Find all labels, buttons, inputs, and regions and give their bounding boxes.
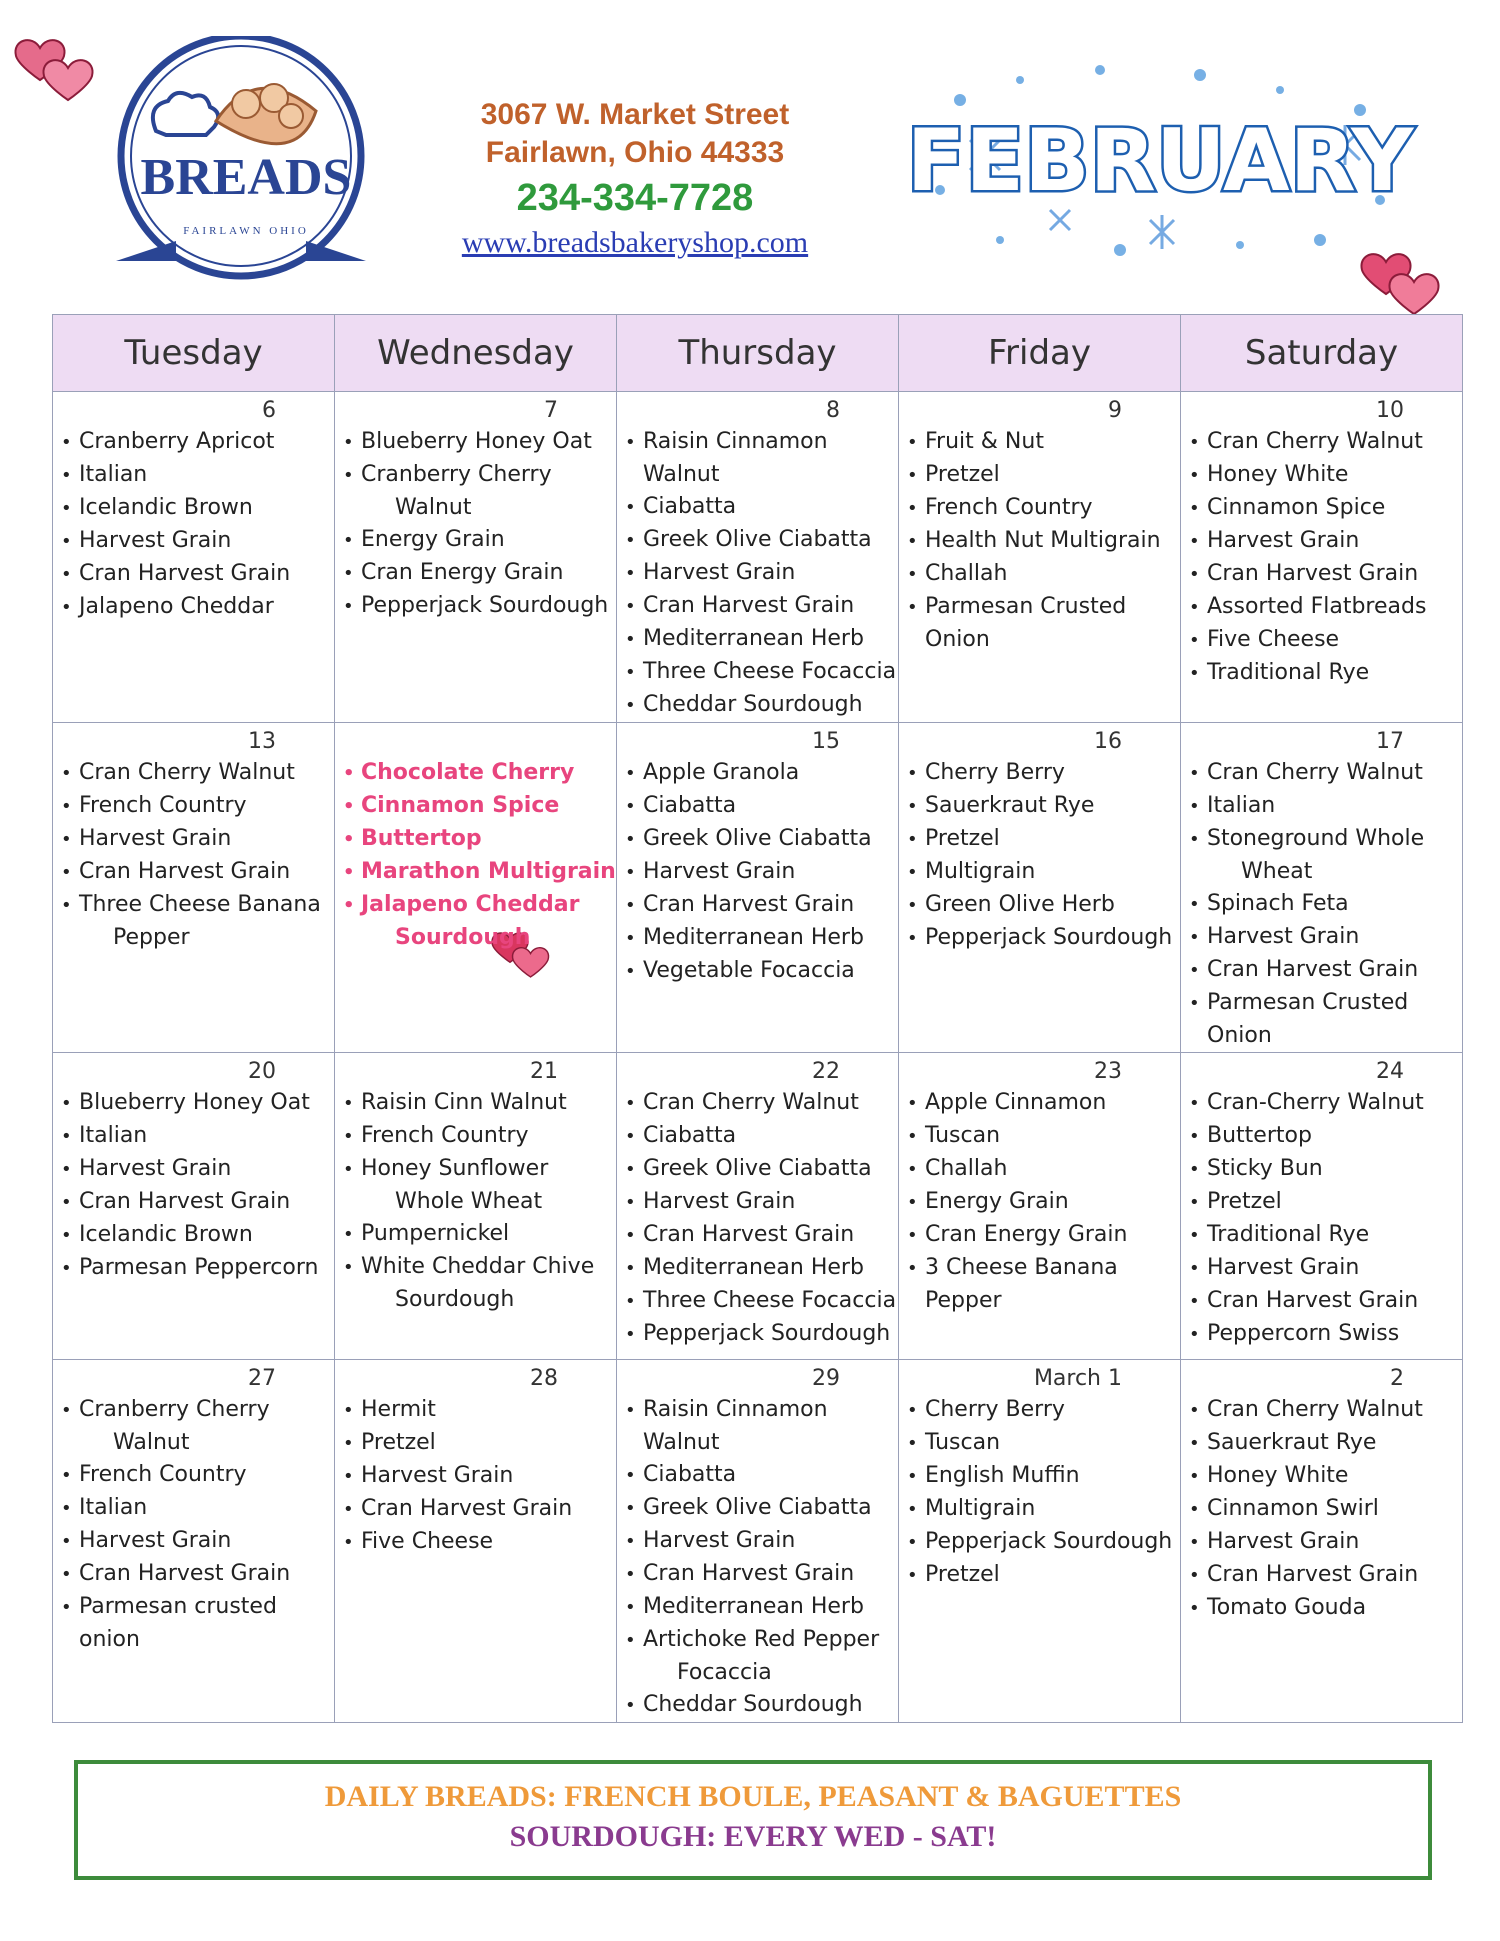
- bread-item: • Parmesan Peppercorn: [61, 1252, 334, 1285]
- day-number: 7: [544, 398, 558, 423]
- contact-block: [440, 96, 830, 260]
- bread-list: [343, 757, 616, 954]
- bread-item: • Cran Harvest Grain: [1189, 558, 1462, 591]
- bread-item: • Chocolate Cherry: [343, 757, 616, 790]
- bread-item: • Pretzel: [1189, 1186, 1462, 1219]
- bread-item: • Buttertop: [343, 823, 616, 856]
- bread-item: • Apple Granola: [625, 757, 898, 790]
- bread-item: • Raisin Cinnamon Walnut: [625, 1394, 898, 1459]
- bread-item: • Parmesan crusted onion: [61, 1591, 334, 1656]
- bread-item: • Ciabatta: [625, 491, 898, 524]
- bread-item: • Cran Harvest Grain: [625, 1219, 898, 1252]
- bread-item: • Cran-Cherry Walnut: [1189, 1087, 1462, 1120]
- bread-item: • Pumpernickel: [343, 1218, 616, 1251]
- bread-item: • Harvest Grain: [343, 1460, 616, 1493]
- day-number: 22: [812, 1059, 840, 1084]
- day-number: 8: [826, 398, 840, 423]
- bread-item: • Italian: [61, 459, 334, 492]
- bread-item: • Apple Cinnamon: [907, 1087, 1180, 1120]
- bread-item: • Cran Harvest Grain: [343, 1493, 616, 1526]
- breads-logo: [96, 36, 386, 286]
- bread-item: • Harvest Grain: [61, 1525, 334, 1558]
- bread-item: • Pepperjack Sourdough: [343, 590, 616, 623]
- day-number: 9: [1108, 398, 1122, 423]
- bread-item: • English Muffin: [907, 1460, 1180, 1493]
- heart-icon: [10, 26, 100, 106]
- bread-item: • Pepperjack Sourdough: [907, 922, 1180, 955]
- calendar-day-cell: [1181, 392, 1463, 723]
- bread-item: • Italian: [61, 1120, 334, 1153]
- bread-item: • Harvest Grain: [625, 1525, 898, 1558]
- bread-item: • Five Cheese: [1189, 624, 1462, 657]
- bread-item: • Cran Harvest Grain: [625, 590, 898, 623]
- calendar-day-cell: [617, 392, 899, 723]
- bread-item: • Mediterranean Herb: [625, 1252, 898, 1285]
- bread-item: • Cran Cherry Walnut: [1189, 757, 1462, 790]
- bread-item: • French Country: [907, 492, 1180, 525]
- heart-icon: [1356, 240, 1446, 320]
- bread-list: [61, 426, 334, 624]
- bread-item: • Honey White: [1189, 459, 1462, 492]
- calendar-week-row: [53, 1053, 1463, 1360]
- bread-item: • Cran Energy Grain: [343, 557, 616, 590]
- bread-item: • Cran Harvest Grain: [61, 558, 334, 591]
- bread-item: • Ciabatta: [625, 1120, 898, 1153]
- bread-list: [61, 757, 334, 954]
- day-number: 20: [248, 1059, 276, 1084]
- bread-item: • Icelandic Brown: [61, 1219, 334, 1252]
- bread-item: • Tomato Gouda: [1189, 1592, 1462, 1625]
- bread-item: • Cherry Berry: [907, 757, 1180, 790]
- bread-item: • Mediterranean Herb: [625, 623, 898, 656]
- bread-item: • Marathon Multigrain: [343, 856, 616, 889]
- bread-item: Walnut: [113, 1430, 190, 1455]
- calendar-week-row: [53, 723, 1463, 1053]
- calendar-day-cell: [1181, 723, 1463, 1053]
- bread-item: • Cranberry Cherry: [343, 459, 616, 492]
- calendar-day-cell: [617, 723, 899, 1053]
- address-line-1: 3067 W. Market Street: [480, 98, 790, 131]
- calendar-week-row: [53, 1360, 1463, 1723]
- bread-item: • Peppercorn Swiss: [1189, 1318, 1462, 1351]
- bread-item: • Sauerkraut Rye: [907, 790, 1180, 823]
- calendar-day-cell: [335, 723, 617, 1053]
- bread-list: [907, 1087, 1180, 1317]
- bread-item: • Pepperjack Sourdough: [625, 1318, 898, 1351]
- day-header-friday: Friday: [899, 315, 1181, 392]
- bread-item: • Harvest Grain: [625, 856, 898, 889]
- bread-list: [625, 1394, 898, 1722]
- bread-item: Wheat: [1241, 859, 1313, 884]
- bread-list: [61, 1087, 334, 1285]
- day-header-row: [53, 315, 1463, 392]
- calendar-day-cell: [1181, 1360, 1463, 1723]
- bread-item: • Cran Harvest Grain: [1189, 1559, 1462, 1592]
- bread-item: • Cran Harvest Grain: [1189, 954, 1462, 987]
- bread-item: • Tuscan: [907, 1120, 1180, 1153]
- bread-item: • Spinach Feta: [1189, 888, 1462, 921]
- calendar-day-cell: [53, 1053, 335, 1360]
- bread-item: • Health Nut Multigrain: [907, 525, 1180, 558]
- bread-item: • Stoneground Whole: [1189, 823, 1462, 856]
- bread-item: • Sticky Bun: [1189, 1153, 1462, 1186]
- bread-list: [1189, 1394, 1462, 1625]
- calendar-week-row: [53, 392, 1463, 723]
- day-number: 6: [262, 398, 276, 423]
- bread-list: [343, 1394, 616, 1559]
- daily-breads-line: DAILY BREADS: FRENCH BOULE, PEASANT & BAGUETTES: [324, 1780, 1182, 1813]
- bread-item: • Multigrain: [907, 1493, 1180, 1526]
- calendar-day-cell: [899, 1053, 1181, 1360]
- bread-item: • Buttertop: [1189, 1120, 1462, 1153]
- bread-item: • Blueberry Honey Oat: [61, 1087, 334, 1120]
- day-header-saturday: Saturday: [1181, 315, 1463, 392]
- bread-item: • Energy Grain: [907, 1186, 1180, 1219]
- day-number: 29: [812, 1366, 840, 1391]
- bread-list: [907, 426, 1180, 656]
- bread-item: • Greek Olive Ciabatta: [625, 524, 898, 557]
- day-number: 10: [1376, 398, 1404, 423]
- bread-item: • Cran Harvest Grain: [61, 1558, 334, 1591]
- bread-item: • Greek Olive Ciabatta: [625, 1492, 898, 1525]
- calendar-day-cell: [335, 1053, 617, 1360]
- bread-list: [625, 1087, 898, 1351]
- bread-item: • Harvest Grain: [1189, 921, 1462, 954]
- bread-item: • Vegetable Focaccia: [625, 955, 898, 988]
- calendar-day-cell: [335, 392, 617, 723]
- bread-item: • Harvest Grain: [625, 1186, 898, 1219]
- bread-item: • Cran Harvest Grain: [61, 1186, 334, 1219]
- bread-item: • Italian: [1189, 790, 1462, 823]
- bread-item: Sourdough: [395, 925, 531, 950]
- bread-item: • Honey White: [1189, 1460, 1462, 1493]
- bread-item: • Blueberry Honey Oat: [343, 426, 616, 459]
- bread-list: [907, 1394, 1180, 1592]
- bread-item: • Cran Harvest Grain: [625, 1558, 898, 1591]
- bread-item: • Pepperjack Sourdough: [907, 1526, 1180, 1559]
- day-header-tuesday: Tuesday: [53, 315, 335, 392]
- bread-list: [907, 757, 1180, 955]
- bread-item: • Cranberry Cherry: [61, 1394, 334, 1427]
- bread-item: Whole Wheat: [395, 1189, 543, 1214]
- bread-list: [343, 1087, 616, 1316]
- bread-item: • Jalapeno Cheddar: [343, 889, 616, 922]
- bread-item: Sourdough: [395, 1287, 515, 1312]
- bread-item: • Traditional Rye: [1189, 1219, 1462, 1252]
- bread-item: • Multigrain: [907, 856, 1180, 889]
- calendar-day-cell: [899, 1360, 1181, 1723]
- bread-item: Focaccia: [677, 1660, 772, 1685]
- bread-item: • Cran Cherry Walnut: [1189, 1394, 1462, 1427]
- bread-item: • Traditional Rye: [1189, 657, 1462, 690]
- bread-list: [1189, 426, 1462, 690]
- bread-item: • Icelandic Brown: [61, 492, 334, 525]
- day-number: 27: [248, 1366, 276, 1391]
- bread-item: • Harvest Grain: [625, 557, 898, 590]
- bread-item: • 3 Cheese Banana Pepper: [907, 1252, 1180, 1317]
- day-number: 16: [1094, 729, 1122, 754]
- bread-item: • Three Cheese Focaccia: [625, 1285, 898, 1318]
- svg-text:FEBRUARY: FEBRUARY: [906, 111, 1414, 211]
- bread-item: • Pretzel: [907, 823, 1180, 856]
- day-header-wednesday: Wednesday: [335, 315, 617, 392]
- bread-item: • Cinnamon Spice: [1189, 492, 1462, 525]
- bread-item: Walnut: [395, 495, 472, 520]
- bread-item: • Parmesan Crusted Onion: [1189, 987, 1462, 1052]
- bread-item: • Green Olive Herb: [907, 889, 1180, 922]
- calendar-day-cell: [335, 1360, 617, 1723]
- calendar-day-cell: [899, 392, 1181, 723]
- bread-item: • Cran Cherry Walnut: [1189, 426, 1462, 459]
- bread-item: • Fruit & Nut: [907, 426, 1180, 459]
- bread-item: • Three Cheese Focaccia: [625, 656, 898, 689]
- bread-item: • Cran Cherry Walnut: [61, 757, 334, 790]
- bread-item: • Hermit: [343, 1394, 616, 1427]
- bread-item: • Parmesan Crusted Onion: [907, 591, 1180, 656]
- bread-item: • Mediterranean Herb: [625, 1591, 898, 1624]
- bread-item: • Mediterranean Herb: [625, 922, 898, 955]
- bread-item: • Harvest Grain: [61, 1153, 334, 1186]
- bread-item: • Raisin Cinnamon Walnut: [625, 426, 898, 491]
- bread-item: • Raisin Cinn Walnut: [343, 1087, 616, 1120]
- bread-item: • Assorted Flatbreads: [1189, 591, 1462, 624]
- day-number: 17: [1376, 729, 1404, 754]
- bread-item: • Sauerkraut Rye: [1189, 1427, 1462, 1460]
- bread-list: [1189, 757, 1462, 1052]
- calendar-day-cell: [53, 392, 335, 723]
- bread-item: • Ciabatta: [625, 790, 898, 823]
- bread-item: • Challah: [907, 1153, 1180, 1186]
- bread-item: Pepper: [113, 925, 190, 950]
- bread-item: • Cran Energy Grain: [907, 1219, 1180, 1252]
- calendar-day-cell: [1181, 1053, 1463, 1360]
- bread-item: • French Country: [61, 1459, 334, 1492]
- bread-item: • Cranberry Apricot: [61, 426, 334, 459]
- day-number: 15: [812, 729, 840, 754]
- day-number: 13: [248, 729, 276, 754]
- bread-item: • Cran Cherry Walnut: [625, 1087, 898, 1120]
- calendar-day-cell: [53, 723, 335, 1053]
- svg-text:FAIRLAWN OHIO: FAIRLAWN OHIO: [183, 225, 309, 237]
- bread-item: • Greek Olive Ciabatta: [625, 823, 898, 856]
- day-number: 23: [1094, 1059, 1122, 1084]
- day-number: March 1: [1033, 1366, 1122, 1391]
- day-number: 2: [1390, 1366, 1404, 1391]
- bread-item: • Energy Grain: [343, 524, 616, 557]
- calendar-day-cell: [53, 1360, 335, 1723]
- bread-list: [61, 1394, 334, 1656]
- bread-item: • Cheddar Sourdough: [625, 689, 898, 722]
- calendar-day-cell: [617, 1360, 899, 1723]
- bread-item: • Jalapeno Cheddar: [61, 591, 334, 624]
- website-link[interactable]: www.breadsbakeryshop.com: [461, 226, 809, 259]
- bread-list: [625, 757, 898, 988]
- bread-item: • Greek Olive Ciabatta: [625, 1153, 898, 1186]
- bread-item: • Harvest Grain: [1189, 1526, 1462, 1559]
- bread-list: [343, 426, 616, 623]
- bread-item: • Three Cheese Banana: [61, 889, 334, 922]
- phone-number[interactable]: 234-334-7728: [516, 177, 754, 219]
- bread-item: • Challah: [907, 558, 1180, 591]
- day-number: 21: [530, 1059, 558, 1084]
- bread-item: • Ciabatta: [625, 1459, 898, 1492]
- calendar-day-cell: [617, 1053, 899, 1360]
- bread-calendar: [52, 314, 1463, 1723]
- bread-item: • Pretzel: [343, 1427, 616, 1460]
- bread-item: • Cran Harvest Grain: [61, 856, 334, 889]
- february-banner: [900, 40, 1420, 280]
- sourdough-line: SOURDOUGH: EVERY WED - SAT!: [509, 1820, 997, 1853]
- day-number: 28: [530, 1366, 558, 1391]
- day-number: 24: [1376, 1059, 1404, 1084]
- bread-item: • Cran Harvest Grain: [1189, 1285, 1462, 1318]
- svg-text:BREADS: BREADS: [140, 149, 352, 206]
- bread-item: • Cheddar Sourdough: [625, 1689, 898, 1722]
- bread-item: • Cran Harvest Grain: [625, 889, 898, 922]
- bread-item: • Harvest Grain: [1189, 1252, 1462, 1285]
- bread-list: [625, 426, 898, 722]
- day-header-thursday: Thursday: [617, 315, 899, 392]
- bread-item: • Artichoke Red Pepper: [625, 1624, 898, 1657]
- bread-item: • Tuscan: [907, 1427, 1180, 1460]
- bread-item: • Cinnamon Spice: [343, 790, 616, 823]
- address-line-2: Fairlawn, Ohio 44333: [485, 136, 785, 169]
- bread-item: • White Cheddar Chive: [343, 1251, 616, 1284]
- day-number: [343, 729, 616, 755]
- bread-item: • Harvest Grain: [61, 525, 334, 558]
- bread-item: • Pretzel: [907, 1559, 1180, 1592]
- daily-breads-banner: [74, 1760, 1432, 1880]
- bread-item: • Cinnamon Swirl: [1189, 1493, 1462, 1526]
- calendar-day-cell: [899, 723, 1181, 1053]
- bread-item: • Five Cheese: [343, 1526, 616, 1559]
- bread-list: [1189, 1087, 1462, 1351]
- bread-item: • Italian: [61, 1492, 334, 1525]
- bread-item: • Honey Sunflower: [343, 1153, 616, 1186]
- bread-item: • Pretzel: [907, 459, 1180, 492]
- bread-item: • Cherry Berry: [907, 1394, 1180, 1427]
- bread-item: • French Country: [61, 790, 334, 823]
- bread-item: • Harvest Grain: [61, 823, 334, 856]
- bread-item: • French Country: [343, 1120, 616, 1153]
- bread-item: • Harvest Grain: [1189, 525, 1462, 558]
